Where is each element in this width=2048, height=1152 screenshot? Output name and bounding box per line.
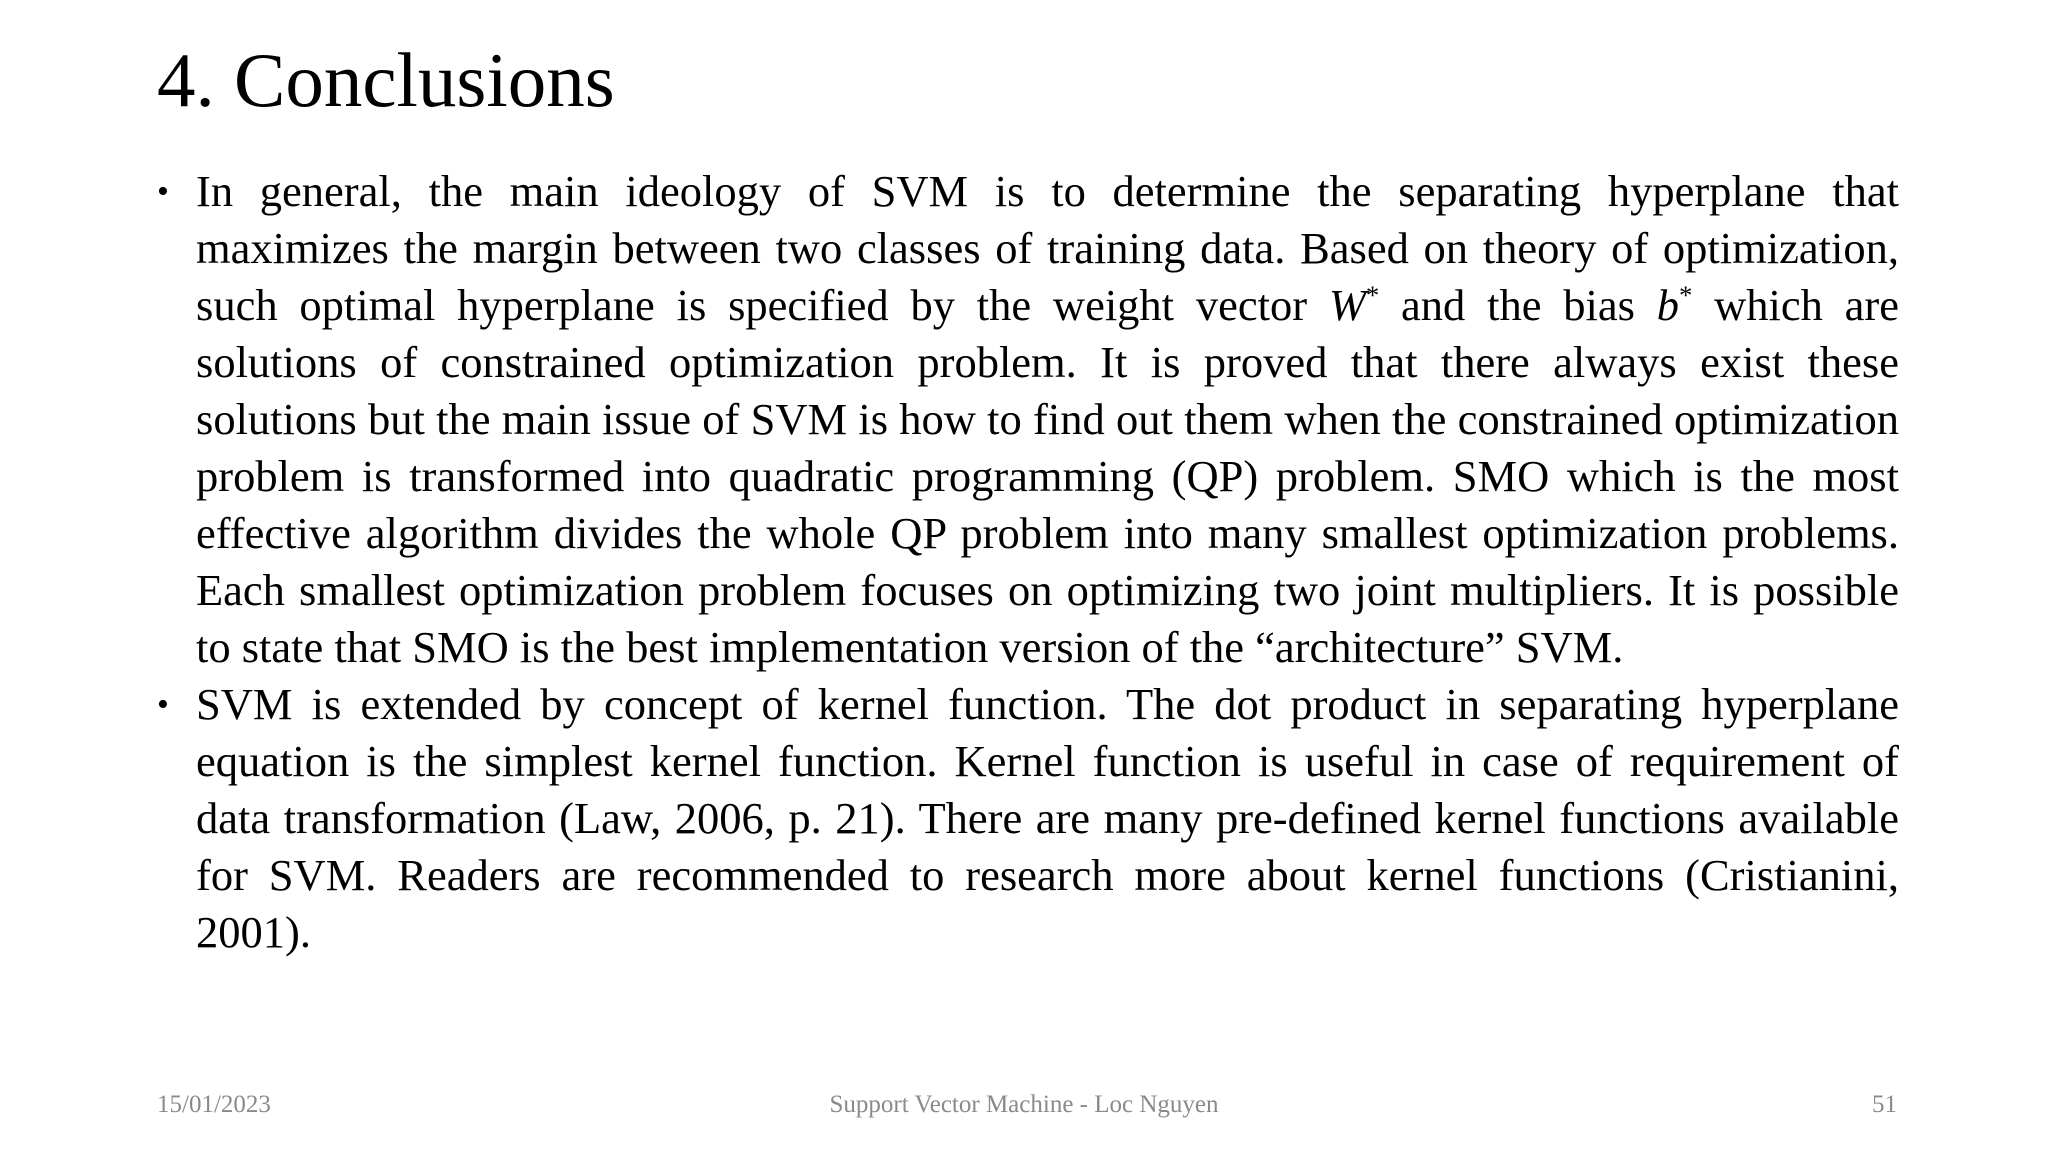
footer-date: 15/01/2023: [157, 1091, 271, 1118]
bullet-text-part: In general, the main ideology of SVM is to determine the separating hyperplane that maximizes the margin between two classes of training data. Based on theory of optimization, such optimal hyperplane is specified by the weight vector: [196, 166, 1899, 330]
bullet-text: SVM is extended by concept of kernel function. The dot product in separating hyperplane equation is the simplest kernel function. Kernel function is useful in case of requirement of data transformation (Law, 2006, p. 21). There are many pre-defined kernel functions available for SVM. Readers are recommended to research more about kernel functions (Cristianini, 2001).: [196, 679, 1899, 957]
weight-vector-superscript: *: [1365, 280, 1380, 311]
bias-superscript: *: [1678, 280, 1693, 311]
bullet-text-part: and the bias: [1379, 280, 1657, 330]
bias-symbol: b: [1656, 280, 1679, 330]
bullet-list: [157, 163, 1899, 961]
page-number: 51: [1872, 1091, 1897, 1118]
bullet-marker: •: [157, 173, 169, 210]
bullet-text: [196, 166, 1899, 672]
slide-title: 4. Conclusions: [157, 37, 615, 123]
bullet-item-svm-ideology: [157, 163, 1899, 676]
bullet-item-kernel-function: [157, 676, 1899, 961]
bullet-text-part: which are solutions of constrained optimization problem. It is proved that there always exist these solutions but the main issue of SVM is how to find out them when the constrained optimization problem is transformed into quadratic programming (QP) problem. SMO which is the most effective algorithm divides the whole QP problem into many smallest optimization problems. Each smallest optimization problem focuses on optimizing two joint multipliers. It is possible to state that SMO is the best implementation version of the “architecture” SVM.: [196, 280, 1899, 672]
weight-vector-symbol: W: [1328, 280, 1366, 330]
footer-title: Support Vector Machine - Loc Nguyen: [829, 1091, 1219, 1118]
bullet-marker: •: [157, 686, 169, 723]
